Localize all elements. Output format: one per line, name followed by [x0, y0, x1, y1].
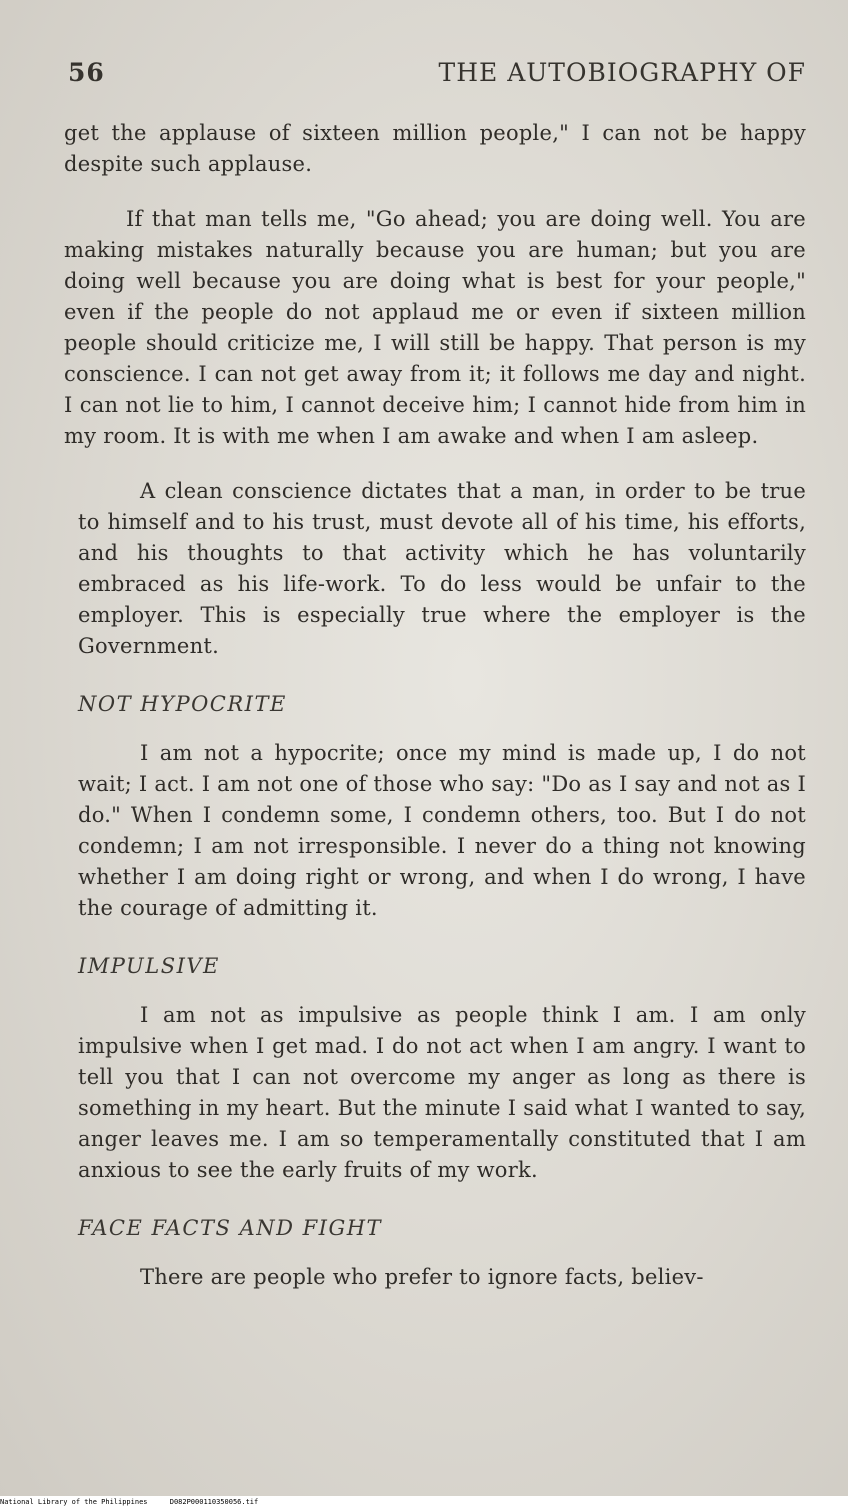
section-heading-face-facts: FACE FACTS AND FIGHT	[78, 1216, 383, 1240]
section-text-not-hypocrite: I am not a hypocrite; once my mind is made up, I do not wait; I act. I am not one of those who say: "Do as I say and not as I do." When I condemn some, I condemn others, too. But I do not condemn; I am not irresponsible. I never do a thing not knowing whether I am doing right or wrong, and when I do wrong, I have the courage of admitting it.	[78, 741, 806, 920]
page-number: 56	[68, 58, 105, 87]
library-credit: National Library of the Philippines	[0, 1498, 148, 1506]
running-head	[64, 52, 806, 92]
paragraph-clean-conscience: A clean conscience dictates that a man, in order to be true to himself and to his trust, must devote all of his time, his efforts, and his thoughts to that activity which he has voluntarily embraced as his life-work. To do less would be unfair to the employer. This is especially true where the employer is the Government.	[78, 479, 806, 658]
section-text-impulsive: I am not as impulsive as people think I am. I am only impulsive when I get mad. I do not act when I am angry. I want to tell you that I can not overcome my anger as long as there is something in my heart. But the minute I said what I wanted to say, anger leaves me. I am so temperamentally constituted that I am anxious to see the early fruits of my work.	[78, 1003, 806, 1182]
section-heading-not-hypocrite: NOT HYPOCRITE	[78, 692, 287, 716]
section-text-face-facts: There are people who prefer to ignore facts, believ-	[140, 1265, 704, 1289]
book-page	[64, 52, 806, 1472]
file-id: D082P000110350056.tif	[169, 1498, 259, 1506]
paragraph-continued: get the applause of sixteen million people," I can not be happy despite such applause.	[64, 121, 806, 176]
page-body	[64, 118, 806, 1293]
paragraph-conscience: If that man tells me, "Go ahead; you are doing well. You are making mistakes naturally because you are human; but you are doing well because you are doing what is best for your people," even if the people do not applaud me or even if sixteen million people should criticize me, I will still be happy. That person is my conscience. I can not get away from it; it follows me day and night. I can not lie to him, I cannot deceive him; I cannot hide from him in my room. It is with me when I am awake and when I am asleep.	[64, 207, 806, 448]
section-heading-impulsive: IMPULSIVE	[78, 954, 220, 978]
scan-footer	[0, 1496, 848, 1508]
running-title: THE AUTOBIOGRAPHY OF	[438, 58, 806, 87]
